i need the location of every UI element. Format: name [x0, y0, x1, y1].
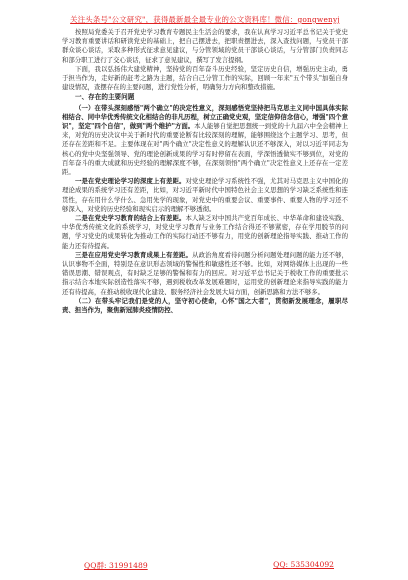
paragraph-text: 本人能够自觉把思想统一到党的十九届六中全会精神上来，对党的历史决议中关于新时代的重要论断有比较深刻的理解，能够围绕这个主题学习、思考，但还存在差距和不足。主要体现在对"两个确立"决定性意义的理解认识还不够深入，对以习近平同志为核心的党中央坚强领导、党的理论创新成果的学习有时停留在表面，学深悟透做实不够到位，对党的百年奋斗的重大成就和历史经验的理解深度不够，在深刻领悟"两个确立"决定性意义上还存在一定差距。 [62, 122, 348, 177]
footer-contact [84, 560, 334, 571]
paragraph-intro [62, 28, 348, 65]
paragraph-lead: 三是在应用党史学习教育成果上有差距。 [75, 250, 193, 259]
paragraph-text: 对党史理论学习系统性不强，尤其对马克思主义中国化的理论成果的系统学习还有差距，比如，对习近平新时代中国特色社会主义思想的学习缺乏系统性和连贯性，存在用什么学什么、急用先学的现象，对党史中的重要会议、重要事件、重要人物的学习还不够深入，对党的历史经验和现实启示的理解不够透彻。 [62, 177, 349, 213]
paragraph-sub-2 [62, 214, 348, 251]
paragraph-sub-1 [62, 177, 348, 214]
paragraph-lead: （二）在带头牢记我们是党的人，坚守初心使命，心怀"国之大者"，贯彻新发展理念，履职尽责、担当作为，聚焦新冠肺炎疫情防控、 [62, 296, 348, 315]
paragraph-text: 按照局党委关于召开党史学习教育专题民主生活会的要求，我在认真学习习近平总书记关于党史学习教育重要讲话和研读党史的基础上，把自己摆进去，把职责摆进去，深入查找问题，与党员干部群众谈心谈话，采取多种形式征求意见建议，与分管领域的党员干部谈心谈话，与分管部门负责同志和部分职工进行了交心谈话，征求了意见建议，撰写了发言提纲。 [62, 28, 348, 64]
qq-number[interactable]: QQ: 535304092 [273, 560, 334, 569]
paragraph-lead: 二是在党史学习教育的结合上有差距。 [75, 214, 186, 223]
paragraph-theme [62, 65, 348, 93]
paragraph-sub-3 [62, 251, 348, 297]
paragraph-text: 从政治角度看待问题分析问题处理问题的能力还不够，认识事物不全面，特别是在意识形态领域的警惕性和敏感性还不够。比如，对网络媒体上出现的一些错误思潮、错误观点，有时缺乏足够的警惕和有力的回应。对习近平总书记关于税收工作的重要批示指示结合本地实际创造性落实不够，遇到税收改革发展难题时，运用党的创新理论来指导实践的能力还有待提高，在推动税收现代化建设、服务经济社会发展大局方面，创新思路和方法不够多。 [62, 250, 349, 296]
qq-group[interactable]: QQ群: 31991489 [84, 561, 148, 570]
paragraph-lead: （一）在带头深刻感悟"两个确立"的决定性意义，深刻感悟党坚持把马克思主义同中国具体实际相结合、同中华优秀传统文化相结合的非凡历程，树立正确党史观，坚定信仰信念信心，增强"四个意识"，坚定"四个自信"，做到"两个维护"方面。 [62, 103, 348, 131]
paragraph-text: 下面，我以弘扬伟大建党精神，坚持党的百年奋斗历史经验，坚定历史自信，增强历史主动，勇于担当作为，走好新的赶考之路为主题，结合自己分管工作的实际，回顾一年来"五个带头"加强自身建设情况，查摆存在的主要问题，进行党性分析，明确努力方向和整改措施。 [62, 64, 348, 92]
header-banner[interactable]: 关注头条号"公文研究"，获得最新最全最专业的公文资料库！微信：gongwenyj [70, 15, 340, 24]
section-heading: 一、存在的主要问题 [75, 93, 135, 102]
paragraph-point-1 [62, 104, 348, 178]
paragraph-text: 本人缺乏对中国共产党百年成长、中华革命和建设实践、中华优秀传统文化的系统学习，对党史学习教育与业务工作结合得还不够紧密，存在学用脱节的问题，学习党史的成果转化为推动工作的实际行动还不够有力，用党的创新理论指导实践、推动工作的能力还有待提高。 [62, 214, 349, 250]
document-body [62, 28, 348, 315]
paragraph-lead: 一是在党史理论学习的深度上有差距。 [75, 177, 186, 186]
paragraph-point-2 [62, 297, 348, 315]
